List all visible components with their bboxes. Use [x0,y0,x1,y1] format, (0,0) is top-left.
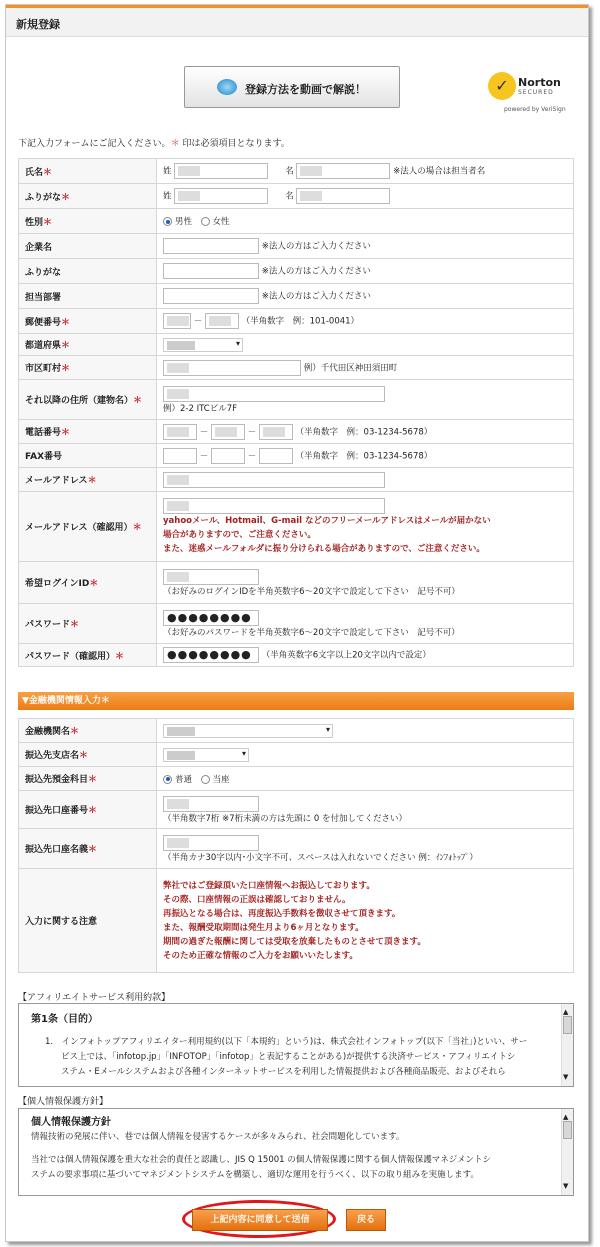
intro-text: 下記入力フォームにご記入ください。＊ 印は必須項目となります。 [18,139,290,149]
fax3-input[interactable] [259,448,293,464]
gender-male-radio[interactable] [163,217,172,226]
email-confirm-input[interactable] [163,498,385,514]
first-name-kana-input[interactable] [296,188,390,204]
privacy-scrollbox[interactable]: 個人情報保護方針 情報技術の発展に伴い、巷では個人情報を侵害するケースが多々みられ、社会問題化しています。 当社では個人情報保護を重大な社会的責任と認識し、JIS Q 15001 の個人情報保護に関する個人情報保護マネジメントシ ステムの要求事項に基づいてマネジメントシステムを構築し、適切な運用を行うべく、以下の取り組みを実施します。 ▲ ▼ [18,1108,574,1196]
header-bar [6,5,588,37]
norton-brand: Norton [518,76,561,89]
branch-select[interactable] [163,748,249,762]
fax1-input[interactable] [163,448,197,464]
city-input[interactable] [163,360,301,376]
account-current-radio[interactable] [201,775,210,784]
password-confirm-input[interactable]: ●●●●●●●● [163,647,259,663]
tel3-input[interactable] [259,424,293,440]
video-tutorial-label: 登録方法を動画で解説！ [245,83,366,96]
last-name-input[interactable] [174,163,268,179]
video-tutorial-button[interactable] [184,66,400,108]
tel2-input[interactable] [211,424,245,440]
last-name-kana-input[interactable] [174,188,268,204]
gender-female-radio[interactable] [201,217,210,226]
norton-secured: SECURED [518,89,554,96]
zip1-input[interactable] [163,313,191,329]
account-name-input[interactable] [163,835,259,851]
privacy-heading: 個人情報保護方針 [31,1117,111,1128]
zip2-input[interactable] [205,313,239,329]
registration-form: 氏名＊ 姓 名 ※法人の場合は担当者名 ふりがな＊ 姓 名 性別＊ 男性 女性 企業名 ※法人の方はご入力ください ふりがな ※法人の方はご入力ください 担当部署 ※法人の方はご入力ください 郵便番号＊ － （半角数字 例：101-0041） 都道府県＊ ▾ 市区町村＊ 例）千代田区神田須田町 それ以降の住所（建物名）＊ 例）2-2 ITCビル7F 電話番号＊ － － （半角数字 例：03-1234-5678） FAX番号 － － （半角数字 例：03-1234-5678） メールアドレス＊ メールアドレス（確認用）＊ yahooメール、Hotmail、G-mail などのフリーメールアドレスはメールが届かない 場合がありますので、ご注意ください。 また、迷惑メールフォルダに振り分けられる場合がありますので、ご注意ください。 希望ログインID＊ （お好みのログインIDを半角英数字6～20文字で設定して下さい 記号不可） パスワード＊ ●●●●●●●● （お好みのパスワードを半角英数字6～20文字で設定して下さい 記号不可） パスワード（確認用）＊ ●●●●●●●● （半角英数字6文字以上20文字以内で設定） [18,158,574,667]
password-input[interactable]: ●●●●●●●● [163,610,259,626]
account-ordinary-radio[interactable] [163,775,172,784]
privacy-label: 【個人情報保護方針】 [18,1097,109,1107]
privacy-scrollbar[interactable]: ▲ ▼ [561,1109,573,1195]
checkmark-icon: ✓ [488,72,516,100]
terms-scrollbox[interactable]: 第1条（目的） 1. インフォトップアフィリエイター利用規約(以下「本規約」という)は、株式会社インフォトップ(以下「当社」)といい、サー ビス上では、「infotop.jp」「INFOTOP」「infotop」と表記することがある)が提供する決済サービス・アフィリエイトシ ステム・Eメールシステムおよび各種インターネットサービスを利用した情報提供および各種商品販売、およびそれら ▲ ▼ [18,1003,574,1087]
name-label: 氏名＊ [19,159,157,184]
first-name-input[interactable] [296,163,390,179]
terms-label: 【アフィリエイトサービス利用約款】 [18,993,171,1003]
email-input[interactable] [163,472,385,488]
notice-text: 弊社ではご登録頂いた口座情報へお振込しております。 その際、口座情報の正誤は確認しておりません。 再振込となる場合は、再度振込手数料を徴収させて頂きます。 また、報酬受取期間は発生月より6ヶ月となります。 期間の過ぎた報酬に関しては受取を放棄したものとさせて頂きます。 そのため正確な情報のご入力をお願いいたします。 [157,869,574,973]
speech-bubble-icon [217,79,237,95]
bank-form: 金融機関名＊ ▾ 振込先支店名＊ ▾ 振込先預金科目＊ 普通 当座 振込先口座番号＊ （半角数字7桁 ※7桁未満の方は先頭に 0 を付加してください） 振込先口座名義＊ （半角カナ30字以内･小文字不可、スペースは入れないでください 例：ｲﾝﾌｫﾄｯﾌﾟ） 入力に関する注意 弊社ではご登録頂いた口座情報へお振込しております。 その際、口座情報の正誤は確認しておりません。 再振込となる場合は、再度振込手数料を徴収させて頂きます。 また、報酬受取期間は発生月より6ヶ月となります。 期間の過ぎた報酬に関しては受取を放棄したものとさせて頂きます。 そのため正確な情報のご入力をお願いいたします。 [18,718,574,973]
department-input[interactable] [163,288,259,304]
fax2-input[interactable] [211,448,245,464]
back-button[interactable]: 戻る [346,1209,386,1231]
company-input[interactable] [163,238,259,254]
account-number-input[interactable] [163,796,259,812]
prefecture-select[interactable] [163,338,243,352]
bank-section-header: ▼金融機関情報入力＊ [18,692,574,710]
terms-scrollbar[interactable]: ▲ ▼ [561,1004,573,1086]
submit-button[interactable]: 上記内容に同意して送信 [192,1209,328,1231]
bank-name-select[interactable] [163,724,333,738]
page-title: 新規登録 [16,18,60,31]
norton-secured-badge [486,66,574,116]
login-id-input[interactable] [163,569,259,585]
company-kana-input[interactable] [163,263,259,279]
tel1-input[interactable] [163,424,197,440]
terms-heading: 第1条（目的） [31,1014,98,1025]
address-input[interactable] [163,386,385,402]
norton-powered: powered by VeriSign [504,106,566,113]
